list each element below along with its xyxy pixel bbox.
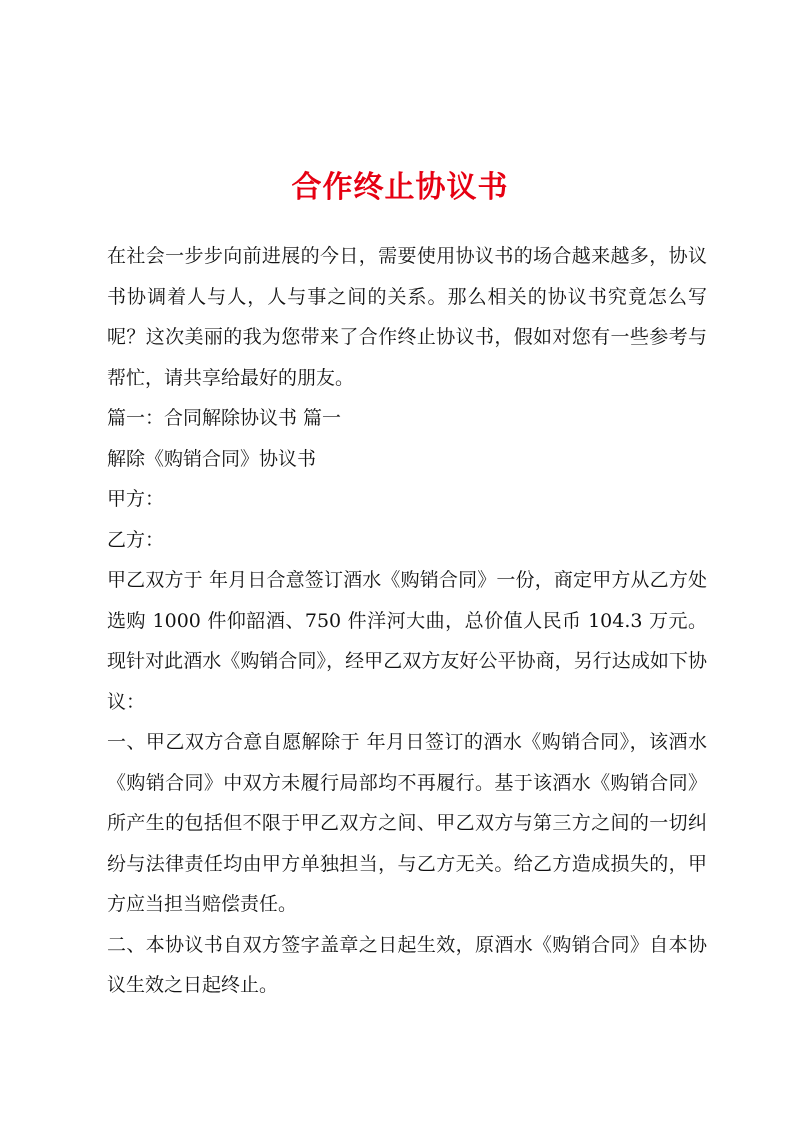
- agreement-title: 解除《购销合同》协议书: [107, 447, 317, 470]
- party-b-line: 乙方：: [107, 528, 165, 551]
- party-a-line: 甲方：: [107, 488, 165, 510]
- document-title: 合作终止协议书: [291, 170, 509, 205]
- clause-one: 一、甲乙双方合意自愿解除于 年月日签订的酒水《购销合同》，该酒水《购销合同》中双方未履行局部均不再履行。基于该酒水《购销合同》所产生的包括但不限于甲乙双方之间、甲乙双方与第三方之间的一切纠纷与法律责任均由甲方单独担当，与乙方无关。给乙方造成损失的，甲方应当担当赔偿责任。: [107, 731, 707, 915]
- preamble-paragraph: 甲乙双方于 年月日合意签订酒水《购销合同》一份，商定甲方从乙方处选购 1000 件仰韶酒、750 件洋河大曲，总价值人民币 104.3 万元。现针对此酒水《购销合同》，经甲乙双方友好公平协商，另行达成如下协议：: [107, 569, 707, 713]
- section-heading: 篇一：合同解除协议书 篇一: [107, 407, 342, 429]
- intro-paragraph: 在社会一步步向前进展的今日，需要使用协议书的场合越来越多，协议书协调着人与人，人与事之间的关系。那么相关的协议书究竟怎么写呢？这次美丽的我为您带来了合作终止协议书，假如对您有一些参考与帮忙，请共享给最好的朋友。: [107, 245, 707, 389]
- document-body: [107, 236, 707, 1006]
- clause-two: 二、本协议书自双方签字盖章之日起生效，原酒水《购销合同》自本协议生效之日起终止。: [107, 933, 707, 996]
